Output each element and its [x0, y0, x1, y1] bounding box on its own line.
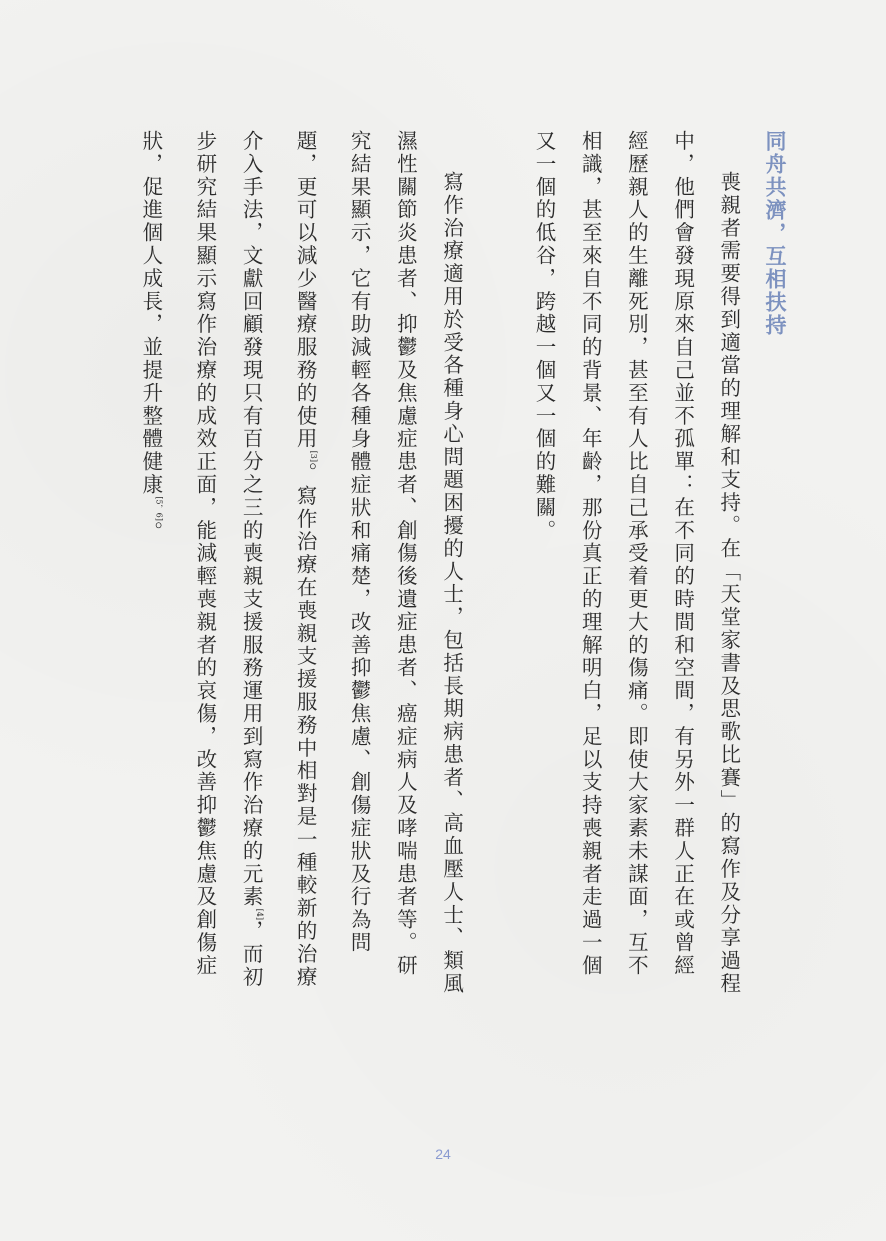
- paragraph-text: 。寫作治療在喪親支援服務中相對是一種較新的治療介入手法，文獻回顧發現只有百分之三的喪親支援服務運用到寫作治療的元素: [239, 130, 318, 989]
- paragraph-1: [521, 130, 752, 1000]
- citation-ref: [3]: [308, 450, 318, 462]
- article-body: [128, 130, 798, 1000]
- paragraph-2: [128, 130, 475, 1000]
- paragraph-text: ，而初步研究結果顯示寫作治療的成效正面，能減輕喪親者的哀傷，改善抑鬱焦慮及創傷症狀，促進個人成長，並提升整體健康: [138, 130, 264, 989]
- citation-ref: [5，6]: [154, 496, 164, 521]
- page-number: 24: [435, 1146, 451, 1162]
- paragraph-text: 喪親者需要得到適當的理解和支持。在「天堂家書及思歌比賽」的寫作及分享過程中，他們會發現原來自己並不孤單：在不同的時間和空間，有另外一群人正在或曾經經歷親人的生離死別，甚至有人比自己承受着更大的傷痛。即使大家素未謀面，互不相識，甚至來自不同的背景、年齡，那份真正的理解明白，足以支持喪親者走過一個又一個的低谷，跨越一個又一個的難關。: [531, 130, 741, 996]
- paragraph-text: 寫作治療適用於受各種身心問題困擾的人士，包括長期病患者、高血壓人士、類風濕性關節炎患者、抑鬱及焦慮症患者、創傷後遺症患者、癌症病人及哮喘患者等。研究結果顯示，它有助減輕各種身體症狀和痛楚，改善抑鬱焦慮、創傷症狀及行為問題，更可以減少醫療服務的使用: [293, 130, 464, 996]
- section-heading: 同舟共濟，互相扶持: [763, 130, 788, 337]
- paragraph-text: 。: [138, 520, 163, 544]
- citation-ref: [4]: [254, 908, 264, 920]
